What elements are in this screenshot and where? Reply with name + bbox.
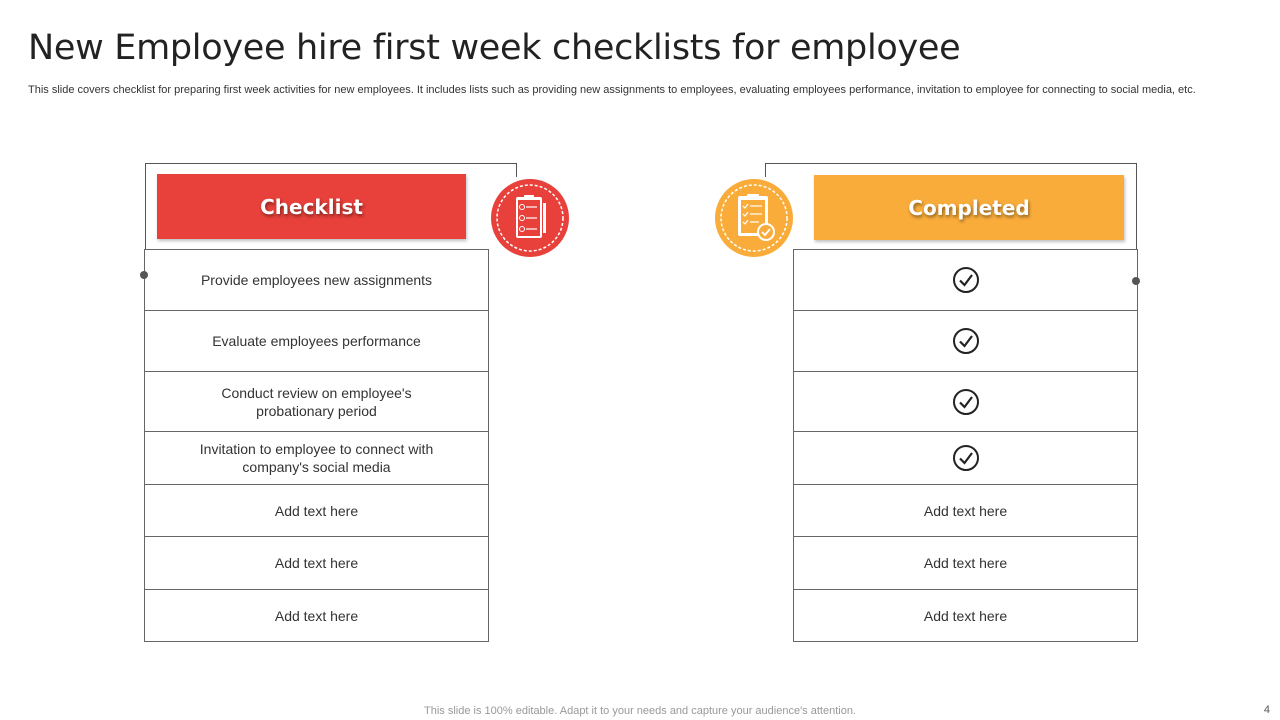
checklist-table: [144, 249, 489, 642]
page-number: 4: [1263, 704, 1270, 716]
completed-frame-edge: [765, 163, 766, 177]
completed-row: [794, 537, 1137, 590]
footer-note: This slide is 100% editable. Adapt it to your needs and capture your audience's attention.: [424, 705, 856, 717]
checklist-header: Checklist: [157, 174, 466, 239]
checklist-item-text: Evaluate employees performance: [212, 333, 421, 349]
checklist-row: [145, 590, 488, 642]
slide-subtitle: This slide covers checklist for preparing first week activities for new employees. It includes lists such as providing new assignments to employees, evaluating employees performance, invitation to employee for connecting to social media, etc.: [28, 84, 1196, 96]
checklist-row: [145, 432, 488, 485]
checklist-item-text: Invitation to employee to connect with company's social media: [199, 441, 434, 475]
checklist-row: [145, 250, 488, 311]
completed-row: [794, 311, 1137, 372]
checklist-item-text: Add text here: [274, 555, 359, 571]
completed-row: [794, 485, 1137, 537]
completed-row: [794, 590, 1137, 642]
clipboard-check-icon: [713, 177, 795, 259]
completed-item-text: Add text here: [923, 555, 1008, 571]
checklist-row: [145, 372, 488, 432]
checklist-item-text: Provide employees new assignments: [200, 272, 433, 288]
checklist-item-text: Add text here: [274, 607, 359, 624]
completed-item-text: Add text here: [923, 502, 1008, 519]
checklist-frame-edge: [516, 163, 517, 177]
check-circle-icon: [952, 444, 980, 472]
checklist-row: [145, 537, 488, 590]
connector-dot: [1132, 277, 1140, 285]
completed-row: [794, 250, 1137, 311]
completed-row: [794, 432, 1137, 485]
check-circle-icon: [952, 388, 980, 416]
checklist-item-text: Add text here: [274, 502, 359, 519]
clipboard-checklist-icon: [489, 177, 571, 259]
check-circle-icon: [952, 327, 980, 355]
completed-header: Completed: [814, 175, 1124, 240]
completed-item-text: Add text here: [923, 607, 1008, 624]
check-circle-icon: [952, 266, 980, 294]
checklist-row: [145, 485, 488, 537]
checklist-row: [145, 311, 488, 372]
checklist-item-text: Conduct review on employee's probationary period: [221, 384, 412, 419]
connector-dot: [140, 271, 148, 279]
slide-title: New Employee hire first week checklists for employee: [28, 28, 961, 68]
completed-row: [794, 372, 1137, 432]
completed-table: [793, 249, 1138, 642]
